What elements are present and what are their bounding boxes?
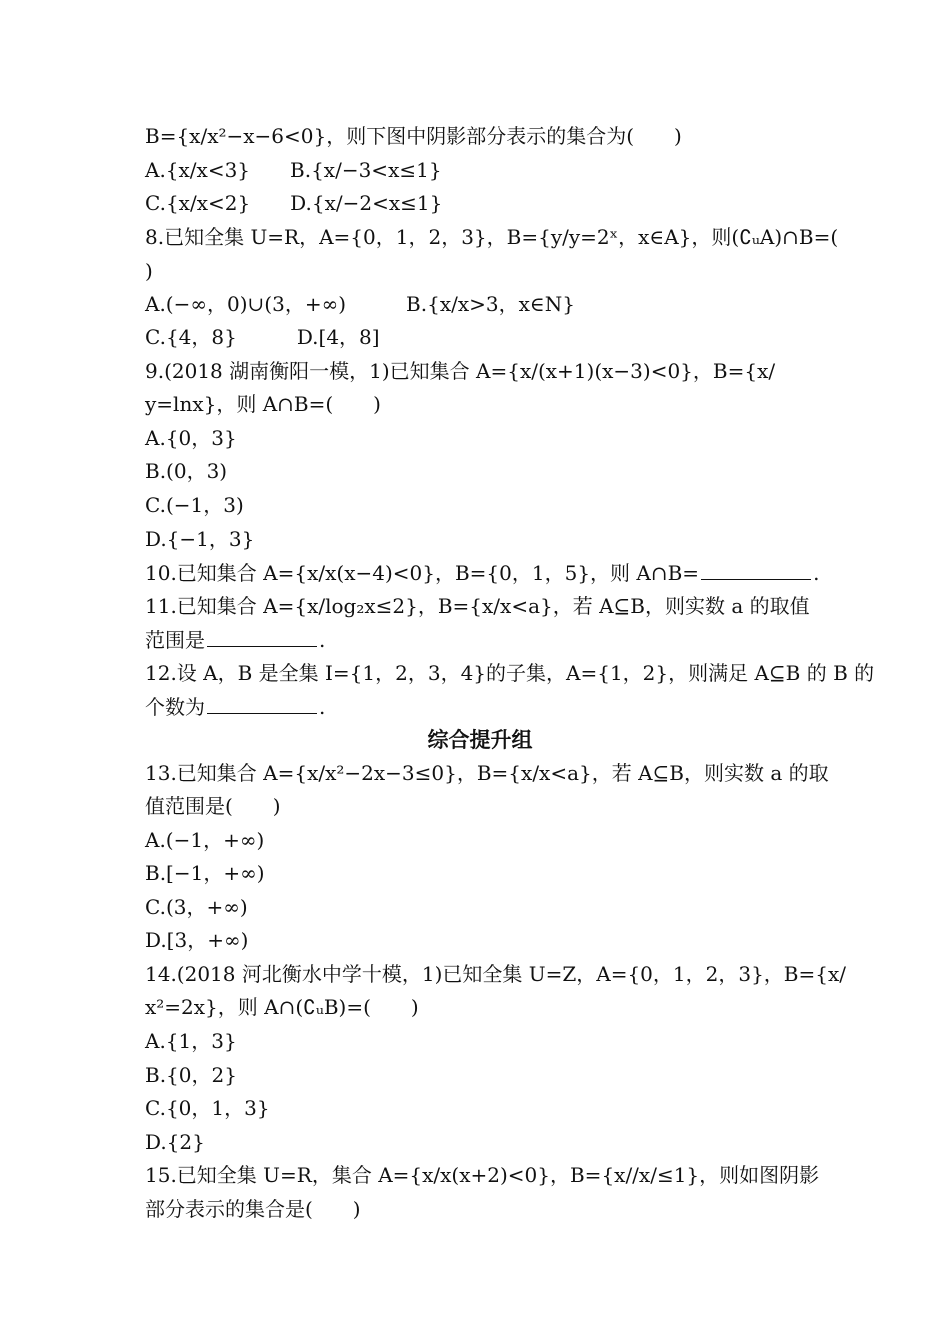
q13-stem: 13.已知集合 A={x/x²−2x−3≤0}，B={x/x<a}，若 A⊆B，则实数 a 的取 xyxy=(145,761,829,785)
q15-stem: 15.已知全集 U=R，集合 A={x/x(x+2)<0}，B={x//x/≤1}，则如图阴影 xyxy=(145,1163,820,1187)
q10-period: . xyxy=(813,561,820,585)
q11-period: . xyxy=(319,628,326,652)
q12-stem-end: 个数为 xyxy=(145,695,205,719)
q9-option-d: D.{−1，3} xyxy=(145,527,255,551)
q9-option-b: B.(0，3) xyxy=(145,459,228,483)
q8-options-cd: C.{4，8} D.[4，8] xyxy=(145,325,380,349)
q14-stem: 14.(2018 河北衡水中学十模，1)已知全集 U=Z，A={0，1，2，3}，B={x/ xyxy=(145,962,847,986)
q15-stem-end: 部分表示的集合是( ) xyxy=(145,1197,361,1221)
q11-answer-blank[interactable] xyxy=(207,624,317,647)
q10-answer-blank[interactable] xyxy=(701,557,811,580)
q8-stem: 8.已知全集 U=R，A={0，1，2，3}，B={y/y=2ˣ，x∈A}，则(∁ᵤA)∩B=( xyxy=(145,225,839,249)
q9-stem: 9.(2018 湖南衡阳一模，1)已知集合 A={x/(x+1)(x−3)<0}，B={x/ xyxy=(145,359,776,383)
q13-option-b: B.[−1，+∞) xyxy=(145,861,265,885)
q14-option-c: C.{0，1，3} xyxy=(145,1096,270,1120)
q14-option-b: B.{0，2} xyxy=(145,1063,237,1087)
q13-option-a: A.(−1，+∞) xyxy=(145,828,265,852)
q10-stem: 10.已知集合 A={x/x(x−4)<0}，B={0，1，5}，则 A∩B= xyxy=(145,561,700,585)
q8-options-ab: A.(−∞，0)∪(3，+∞) B.{x/x>3，x∈N} xyxy=(145,292,575,316)
q9-option-a: A.{0，3} xyxy=(145,426,237,450)
q12-answer-blank[interactable] xyxy=(207,691,317,714)
q14-stem-end: x²=2x}，则 A∩(∁ᵤB)=( ) xyxy=(145,995,419,1019)
q7-continuation: B={x/x²−x−6<0}，则下图中阴影部分表示的集合为( ) xyxy=(145,124,682,148)
q14-option-d: D.{2} xyxy=(145,1130,205,1154)
q7-options-cd: C.{x/x<2} D.{x/−2<x≤1} xyxy=(145,191,443,215)
q11-line xyxy=(145,624,815,654)
q12-period: . xyxy=(319,695,326,719)
q12-line xyxy=(145,691,815,721)
q12-stem: 12.设 A，B 是全集 I={1，2，3，4}的子集，A={1，2}，则满足 A⊆B 的 B 的 xyxy=(145,661,875,685)
q13-stem-end: 值范围是( ) xyxy=(145,794,281,818)
q9-stem-end: y=lnx}，则 A∩B=( ) xyxy=(145,392,381,416)
q7-options-ab: A.{x/x<3} B.{x/−3<x≤1} xyxy=(145,158,442,182)
q14-option-a: A.{1，3} xyxy=(145,1029,237,1053)
q13-option-d: D.[3，+∞) xyxy=(145,928,249,952)
q10-line xyxy=(145,557,820,587)
q11-stem: 11.已知集合 A={x/log₂x≤2}，B={x/x<a}，若 A⊆B，则实数 a 的取值 xyxy=(145,594,810,618)
section-heading: 综合提升组 xyxy=(427,728,533,752)
q8-stem-end: ) xyxy=(145,259,153,283)
q13-option-c: C.(3，+∞) xyxy=(145,895,248,919)
q9-option-c: C.(−1，3) xyxy=(145,493,244,517)
q11-stem-end: 范围是 xyxy=(145,628,205,652)
